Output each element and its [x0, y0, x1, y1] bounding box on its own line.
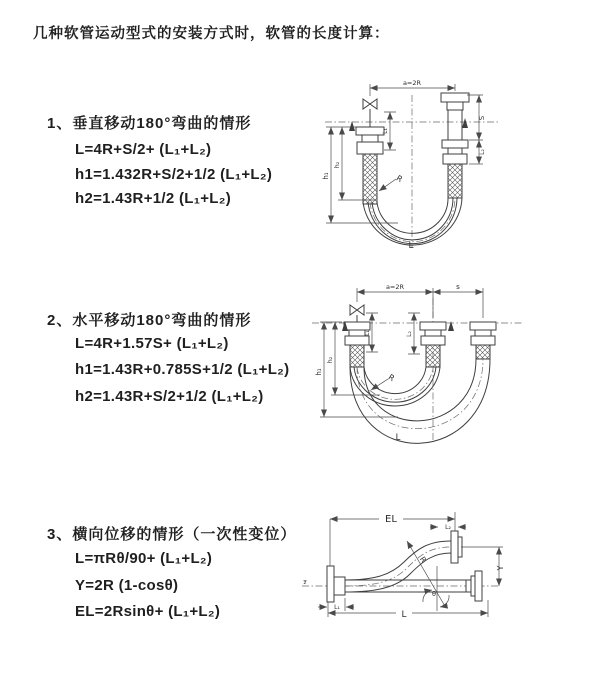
valve-icon — [363, 99, 377, 127]
diagram-lateral-displacement — [296, 503, 512, 633]
section-3-heading: 3、横向位移的情形（一次性变位） — [47, 526, 297, 543]
section-3-formula-L: L=πRθ/90+ (L₁+L₂) — [75, 550, 213, 567]
dim-label-l2: L₂ — [445, 524, 451, 531]
dim-label-y: Y — [496, 565, 505, 571]
dim-label-l: L — [395, 433, 401, 443]
displaced-hose-curve — [345, 541, 451, 592]
section-2-formula-h2: h2=1.43R+S/2+1/2 (L₁+L₂) — [75, 388, 264, 405]
centerlines — [325, 95, 500, 248]
section-1-formula-L: L=4R+S/2+ (L₁+L₂) — [75, 141, 212, 158]
section-1-formula-h2: h2=1.43R+1/2 (L₁+L₂) — [75, 190, 232, 207]
section-3-formula-EL: EL=2Rsinθ+ (L₁+L₂) — [75, 603, 221, 620]
section-2-formula-L: L=4R+1.57S+ (L₁+L₂) — [75, 335, 229, 352]
dim-label-h1: h₁ — [315, 368, 323, 376]
dim-label-a2r: a=2R — [402, 79, 422, 87]
section-1-heading: 1、垂直移动180°弯曲的情形 — [47, 115, 252, 132]
dim-label-el: EL — [385, 514, 397, 525]
diagram-horizontal-180-bend — [300, 280, 540, 452]
dim-label-r: R — [394, 173, 405, 185]
upper-flange — [451, 531, 462, 563]
dim-label-s: S — [478, 115, 486, 121]
radius-and-angle — [407, 541, 449, 608]
right-fitting — [441, 93, 469, 198]
left-fitting — [356, 127, 384, 204]
diagram-vertical-180-bend — [303, 72, 510, 257]
dim-label-h2: h₂ — [333, 161, 341, 169]
dim-label-l1: L₁ — [382, 128, 389, 134]
left-flange — [327, 566, 345, 602]
right-flange — [466, 571, 482, 601]
middle-fitting — [420, 322, 446, 367]
hose-bend-curves — [363, 198, 462, 245]
right-fitting — [470, 322, 496, 359]
dim-label-l2: L₂ — [479, 149, 486, 155]
section-1-formula-h1: h1=1.432R+S/2+1/2 (L₁+L₂) — [75, 166, 273, 183]
dim-label-l1: L₁ — [334, 604, 340, 611]
dim-label-s: s — [456, 283, 460, 291]
section-2-formula-h1: h1=1.43R+0.785S+1/2 (L₁+L₂) — [75, 361, 290, 378]
dimension-lines — [320, 288, 483, 417]
dim-label-a2r: a=2R — [385, 283, 405, 291]
dim-label-l: L — [408, 241, 414, 251]
page-title: 几种软管运动型式的安装方式时，软管的长度计算： — [33, 26, 390, 42]
centerlines — [312, 298, 522, 440]
dim-label-l: L — [401, 610, 407, 620]
dim-label-l1: L₁ — [364, 330, 371, 336]
hose-bend-curves — [350, 359, 490, 443]
dim-label-h1: h₁ — [322, 172, 330, 180]
section-2-heading: 2、水平移动180°弯曲的情形 — [47, 312, 252, 329]
dim-label-r: R — [417, 554, 429, 565]
section-3-formula-Y: Y=2R (1-cosθ) — [75, 577, 179, 594]
valve-icon — [350, 305, 364, 322]
dim-label-r: R — [386, 372, 397, 384]
dim-label-theta: θ — [432, 590, 436, 598]
dim-label-l2: L₂ — [406, 331, 413, 337]
dim-label-h2: h₂ — [326, 356, 334, 364]
centerline-end-mark: z — [303, 580, 307, 586]
left-fitting — [344, 322, 370, 367]
